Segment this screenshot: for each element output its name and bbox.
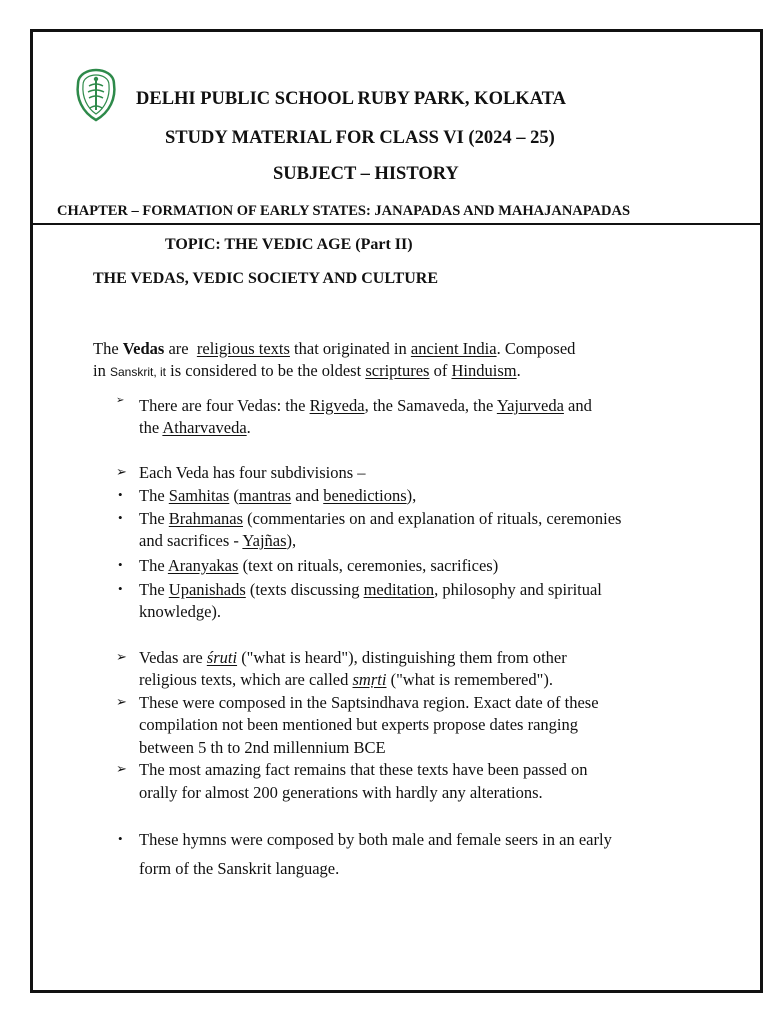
amazing-fact-line-1: The most amazing fact remains that these texts have been passed on: [139, 760, 588, 779]
upanishads-item-line-1: The Upanishads (texts discussing meditation, philosophy and spiritual: [139, 580, 602, 599]
upanishads-item-line-2: knowledge).: [139, 602, 222, 621]
header-divider: [30, 223, 763, 225]
hymns-line-2: form of the Sanskrit language.: [139, 859, 340, 878]
aranyakas-item: The Aranyakas (text on rituals, ceremonies, sacrifices): [139, 556, 499, 575]
school-logo-icon: [74, 68, 118, 122]
section-title: THE VEDAS, VEDIC SOCIETY AND CULTURE: [93, 270, 438, 287]
four-vedas-line-1: There are four Vedas: the Rigveda, the Samaveda, the Yajurveda and: [139, 396, 592, 415]
chapter-title: CHAPTER – FORMATION OF EARLY STATES: JANAPADAS AND MAHAJANAPADAS: [57, 203, 631, 219]
bullet-icon: •: [118, 510, 123, 525]
intro-line-1: The Vedas are religious texts that originated in ancient India. Composed: [93, 339, 576, 358]
arrow-marker-icon: ➢: [116, 694, 127, 709]
bullet-icon: •: [118, 487, 123, 502]
subject-title: SUBJECT – HISTORY: [273, 164, 459, 184]
brahmanas-item-line-1: The Brahmanas (commentaries on and explanation of rituals, ceremonies: [139, 509, 622, 528]
arrow-marker-icon: ➢: [116, 395, 125, 406]
study-material-title: STUDY MATERIAL FOR CLASS VI (2024 – 25): [165, 128, 555, 148]
saptsindhava-line-2: compilation not been mentioned but experts propose dates ranging: [139, 715, 578, 734]
brahmanas-item-line-2: and sacrifices - Yajñas),: [139, 531, 297, 550]
saptsindhava-line-1: These were composed in the Saptsindhava region. Exact date of these: [139, 693, 599, 712]
bullet-icon: •: [118, 831, 123, 846]
arrow-marker-icon: ➢: [116, 761, 127, 776]
arrow-marker-icon: ➢: [116, 464, 127, 479]
bullet-icon: •: [118, 581, 123, 596]
four-vedas-line-2: the Atharvaveda.: [139, 418, 251, 437]
intro-line-2: in Sanskrit, it is considered to be the oldest scriptures of Hinduism.: [93, 361, 521, 380]
bullet-icon: •: [118, 557, 123, 572]
sruti-line-1: Vedas are śruti ("what is heard"), distinguishing them from other: [139, 648, 567, 667]
amazing-fact-line-2: orally for almost 200 generations with hardly any alterations.: [139, 783, 543, 802]
samhitas-item: The Samhitas (mantras and benedictions),: [139, 486, 417, 505]
school-name: DELHI PUBLIC SCHOOL RUBY PARK, KOLKATA: [136, 89, 567, 109]
arrow-marker-icon: ➢: [116, 649, 127, 664]
saptsindhava-line-3: between 5 th to 2nd millennium BCE: [139, 738, 386, 757]
sruti-line-2: religious texts, which are called smṛti ("what is remembered").: [139, 670, 553, 689]
topic-title: TOPIC: THE VEDIC AGE (Part II): [165, 236, 413, 253]
hymns-line-1: These hymns were composed by both male and female seers in an early: [139, 830, 612, 849]
subdivisions-heading: Each Veda has four subdivisions –: [139, 463, 366, 482]
